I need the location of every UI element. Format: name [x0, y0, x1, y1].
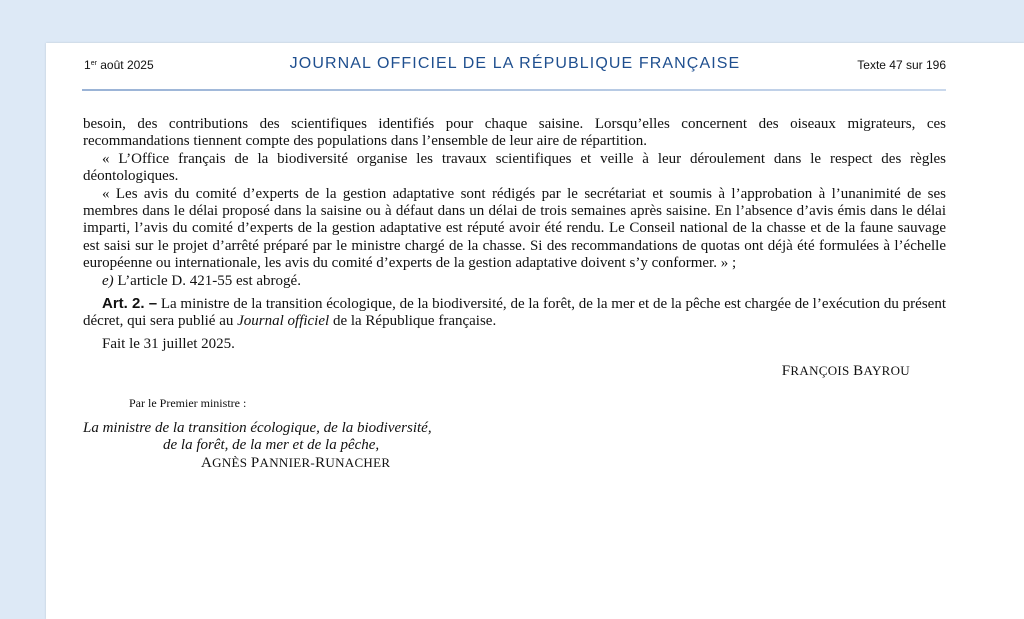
- paragraph-avis: « Les avis du comité d’experts de la gestion adaptative sont rédigés par le secrétariat et soumis à l’approbation à l’unanimité de ses membres dans le délai proposé dans la saisine ou à défaut dans un délai de trois semaines après saisine. En l’absence d’avis émis dans le délai imparti, l’avis du comité d’experts de la gestion adaptative est réputé avoir été rendu. Le Conseil national de la chasse et de la faune sauvage est saisi sur le projet d’arrêté préparé par le ministre chargé de la chasse. Si des recommandations de quotas ont déjà été formulées à l’échelle européenne ou internationale, les avis du comité d’experts de la gestion adaptative doivent s’y conformer. » ;: [83, 185, 946, 272]
- paragraph-ofb: « L’Office français de la biodiversité organise les travaux scientifiques et veille à leur déroulement dans le respect des règles déontologiques.: [83, 150, 946, 185]
- header-divider: [82, 89, 946, 91]
- header-date: 1er août 2025: [84, 58, 154, 72]
- prime-minister-signature: FRANÇOIS BAYROU: [781, 363, 910, 380]
- document-body: [83, 116, 946, 473]
- minister-signature: AGNÈS PANNIER-RUNACHER: [201, 455, 391, 472]
- journal-title: JOURNAL OFFICIEL DE LA RÉPUBLIQUE FRANÇAISE: [289, 55, 741, 72]
- article-2: Art. 2. – La ministre de la transition écologique, de la biodiversité, de la forêt, de la mer et de la pêche est chargée de l’exécution du présent décret, qui sera publié au Journal officiel de la République française.: [83, 295, 947, 330]
- minister-title: La ministre de la transition écologique, de la biodiversité, de la forêt, de la mer et de la pêche,: [83, 420, 432, 454]
- page-header: [84, 55, 946, 77]
- document-page: [46, 43, 1024, 619]
- article-2-label: Art. 2. –: [102, 295, 158, 313]
- by-prime-minister: Par le Premier ministre :: [129, 395, 247, 410]
- text-reference: Texte 47 sur 196: [857, 58, 946, 72]
- paragraph-abrogation: e) L’article D. 421-55 est abrogé.: [102, 272, 301, 289]
- signature-date: Fait le 31 juillet 2025.: [102, 335, 235, 352]
- paragraph-contributions: besoin, des contributions des scientifiques identifiés pour chaque saisine. Lorsqu’elles concernent des oiseaux migrateurs, ces recommandations tiennent compte des populations dans l’ensemble de leur aire de répartition.: [83, 116, 946, 150]
